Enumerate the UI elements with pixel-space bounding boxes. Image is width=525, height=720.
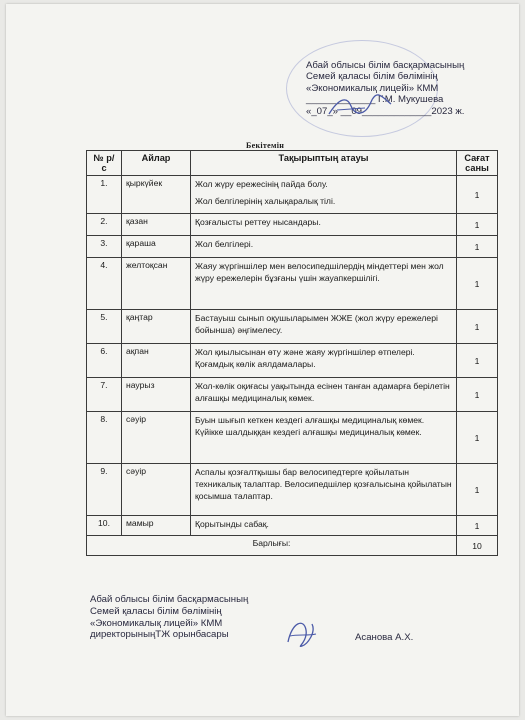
row-topic-line-2: Жол белгілерінің халықаралық тілі.	[195, 196, 336, 206]
row-topic: Жол белгілері.	[191, 236, 457, 258]
header-month: Айлар	[122, 151, 191, 176]
approval-line-1: Абай облысы білім басқармасының	[306, 60, 465, 71]
row-month: наурыз	[122, 378, 191, 412]
row-num: 10.	[87, 516, 122, 536]
table-row	[87, 378, 498, 412]
row-hours: 1	[457, 344, 498, 378]
approval-line-5: «_07_» __09_____________2023 ж.	[306, 105, 465, 117]
row-hours: 1	[457, 378, 498, 412]
table-row	[87, 412, 498, 464]
row-month: қазан	[122, 214, 191, 236]
row-hours: 1	[457, 214, 498, 236]
footer-line-1: Абай облысы білім басқармасының	[90, 594, 249, 605]
row-num: 5.	[87, 310, 122, 344]
row-topic: Жол-көлік оқиғасы уақытында есінен танған адамарға берілетін алғашқы медициналық көмек.	[191, 378, 457, 412]
total-label: Барлығы:	[87, 536, 457, 556]
row-num: 8.	[87, 412, 122, 464]
row-topic: Бастауыш сынып оқушыларымен ЖЖЕ (жол жүру ережелері бойынша) әңгімелесу.	[191, 310, 457, 344]
approval-line-2: Семей қаласы білім бөлімінің	[306, 71, 438, 83]
row-topic: Қозғалысты реттеу нысандары.	[191, 214, 457, 236]
table-row	[87, 464, 498, 516]
row-month: қараша	[122, 236, 191, 258]
row-num: 3.	[87, 236, 122, 258]
header-num: № р/с	[87, 151, 122, 176]
row-hours: 1	[457, 258, 498, 310]
row-month: қыркүйек	[122, 176, 191, 214]
table-header-row	[87, 151, 498, 176]
row-topic: Қорытынды сабақ.	[191, 516, 457, 536]
row-topic: Жол қиылысынан өту және жаяу жүргіншілер өтпелері. Қоғамдық көлік аялдамалары.	[191, 344, 457, 378]
row-month: желтоқсан	[122, 258, 191, 310]
table-row	[87, 236, 498, 258]
row-month: сәуір	[122, 412, 191, 464]
table-row	[87, 310, 498, 344]
row-hours: 1	[457, 176, 498, 214]
approval-line-3: «Экономикалық лицейі» КММ	[306, 82, 439, 94]
director-signature	[325, 92, 395, 120]
row-month: қаңтар	[122, 310, 191, 344]
row-topic	[191, 176, 457, 214]
table-row	[87, 176, 498, 214]
footer-line-4: директорыныңТЖ орынбасары	[90, 629, 229, 641]
footer-line-2: Семей қаласы білім бөлімінің	[90, 605, 222, 617]
table-row	[87, 516, 498, 536]
footer-block	[90, 594, 248, 641]
deputy-signature	[282, 612, 322, 652]
footer-line-3: «Экономикалық лицейі» КММ	[90, 617, 223, 629]
row-topic: Жаяу жүргіншілер мен велосипедшілердің міндеттері мен жол жүру ережелерін бұзғаны үшін жауапкершілігі.	[191, 258, 457, 310]
footer-name: Асанова А.Х.	[355, 632, 414, 643]
row-num: 7.	[87, 378, 122, 412]
row-hours: 1	[457, 464, 498, 516]
row-month: мамыр	[122, 516, 191, 536]
row-num: 9.	[87, 464, 122, 516]
row-hours: 1	[457, 516, 498, 536]
row-topic-line-1: Жол жүру ережесінің пайда болу.	[195, 179, 328, 189]
table-row	[87, 344, 498, 378]
total-row	[87, 536, 498, 556]
total-value: 10	[457, 536, 498, 556]
header-topic: Тақырыптың атауы	[191, 151, 457, 176]
document-title: Бекітемін	[246, 141, 285, 150]
header-hours: Сағат саны	[457, 151, 498, 176]
row-topic: Буын шығып кеткен кездегі алғашқы медициналық көмек. Күйікке шалдыққан кездегі алғашқы медициналық көмек.	[191, 412, 457, 464]
row-num: 1.	[87, 176, 122, 214]
table-row	[87, 214, 498, 236]
table-row	[87, 258, 498, 310]
row-hours: 1	[457, 310, 498, 344]
row-num: 2.	[87, 214, 122, 236]
row-num: 4.	[87, 258, 122, 310]
row-month: ақпан	[122, 344, 191, 378]
row-hours: 1	[457, 412, 498, 464]
row-month: сәуір	[122, 464, 191, 516]
approval-line-4: _____________ Г.М. Мукушева	[306, 94, 444, 106]
row-num: 6.	[87, 344, 122, 378]
row-hours: 1	[457, 236, 498, 258]
row-topic: Аспалы қозғалтқышы бар велосипедтерге қойылатын техникалық талаптар. Велосипедшілер қозғалысына қойылатын қосымша талаптар.	[191, 464, 457, 516]
schedule-table	[86, 150, 498, 556]
